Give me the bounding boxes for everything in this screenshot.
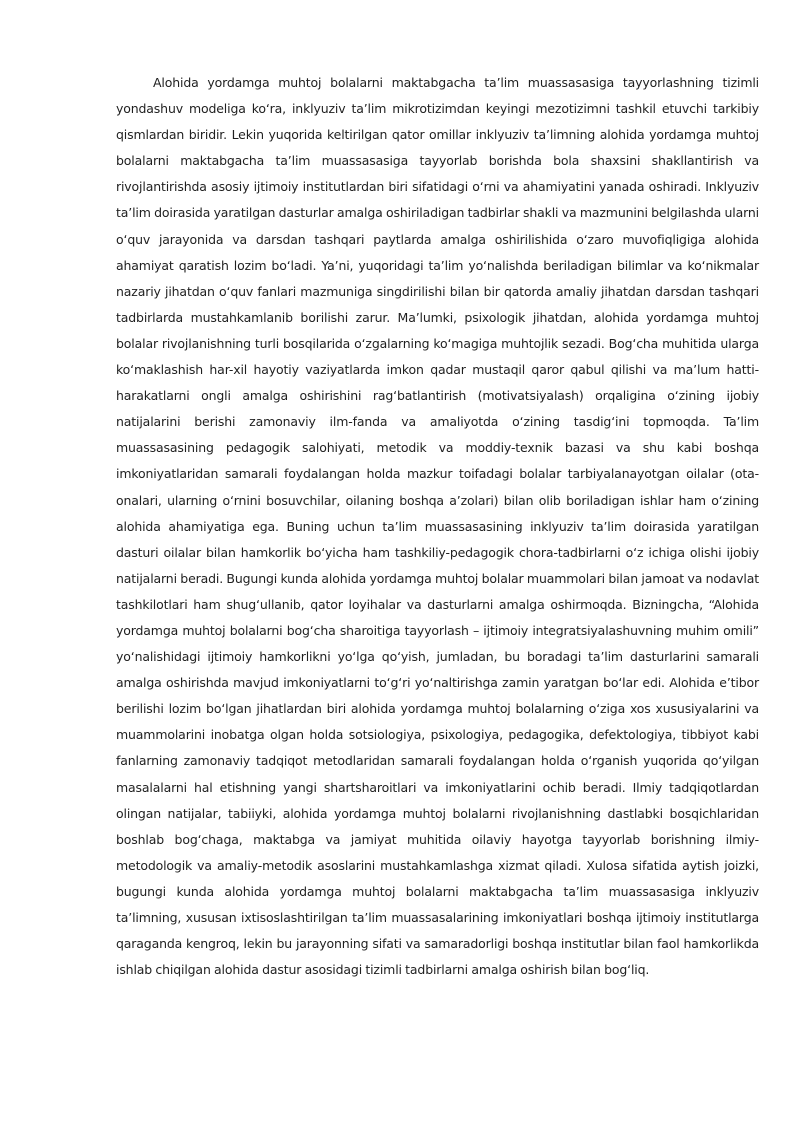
body-paragraph: Alohida yordamga muhtoj bolalarni maktabgacha ta’lim muassasasiga tayyorlashning tizimli yondashuv modeliga ko‘ra, inklyuziv ta’lim mikrotizimdan keyingi mezotizimni tashkil etuvchi tarkibiy qismlardan biridir. Lekin yuqorida keltirilgan qator omillar inklyuziv ta’limning alohida yordamga muhtoj bolalarni maktabgacha ta’lim muassasasiga tayyorlab borishda bola shaxsini shakllantirish va rivojlantirishda asosiy ijtimoiy institutlardan biri sifatidagi o‘rni va ahamiyatini yanada oshiradi. Inklyuziv ta’lim doirasida yaratilgan dasturlar amalga oshiriladigan tadbirlar shakli va mazmunini belgilashda ularni o‘quv jarayonida va darsdan tashqari paytlarda amalga oshirilishida o‘zaro muvofiqligiga alohida ahamiyat qaratish lozim bo‘ladi. Ya’ni, yuqoridagi ta’lim yo‘nalishda beriladigan bilimlar va ko‘nikmalar nazariy jihatdan o‘quv fanlari mazmuniga singdirilishi bilan bir qatorda amaliy jihatdan darsdan tashqari tadbirlarda mustahkamlanib borilishi zarur. Ma’lumki, psixologik jihatdan, alohida yordamga muhtoj bolalar rivojlanishning turli bosqilarida o‘zgalarning ko‘magiga muhtojlik sezadi. Bog‘cha muhitida ularga ko‘maklashish har-xil hayotiy vaziyatlarda imkon qadar mustaqil qaror qabul qilishi va ma’lum hatti-harakatlarni ongli amalga oshirishini rag‘batlantirish (motivatsiyalash) orqaligina o‘zining ijobiy natijalarini berishi zamonaviy ilm-fanda va amaliyotda o‘zining tasdig‘ini topmoqda. Ta’lim muassasasining pedagogik salohiyati, metodik va moddiy-texnik bazasi va shu kabi boshqa imkoniyatlaridan samarali foydalangan holda mazkur toifadagi bolalar tarbiyalanayotgan oilalar (ota-onalari, ularning o‘rnini bosuvchilar, oilaning boshqa a’zolari) bilan olib boriladigan ishlar ham o‘zining alohida ahamiyatiga ega. Buning uchun ta’lim muassasasining inklyuziv ta’lim doirasida yaratilgan dasturi oilalar bilan hamkorlik bo‘yicha ham tashkiliy-pedagogik chora-tadbirlarni o‘z ichiga olishi ijobiy natijalarni beradi. Bugungi kunda alohida yordamga muhtoj bolalar muammolari bilan jamoat va nodavlat tashkilotlari ham shug‘ullanib, qator loyihalar va dasturlarni amalga oshirmoqda. Bizningcha, “Alohida yordamga muhtoj bolalarni bog‘cha sharoitiga tayyorlash – ijtimoiy integratsiyalashuvning muhim omili” yo‘nalishidagi ijtimoiy hamkorlikni yo‘lga qo‘yish, jumladan, bu boradagi ta’lim dasturlarini samarali amalga oshirishda mavjud imkoniyatlarni to‘g‘ri yo‘naltirishga zamin yaratgan bo‘lar edi. Alohida e’tibor berilishi lozim bo‘lgan jihatlardan biri alohida yordamga muhtoj bolalarning o‘ziga xos xususiyalarini va muammolarini inobatga olgan holda sotsiologiya, psixologiya, pedagogika, defektologiya, tibbiyot kabi fanlarning zamonaviy tadqiqot metodlaridan samarali foydalangan holda o‘rganish yuqorida qo‘yilgan masalalarni hal etishning yangi shartsharoitlari va imkoniyatlarini ochib beradi. Ilmiy tadqiqotlardan olingan natijalar, tabiiyki, alohida yordamga muhtoj bolalarni rivojlanishning dastlabki bosqichlaridan boshlab bog‘chaga, maktabga va jamiyat muhitida oilaviy hayotga tayyorlab borishning ilmiy-metodologik va amaliy-metodik asoslarini mustahkamlashga xizmat qiladi. Xulosa sifatida aytish joizki, bugungi kunda alohida yordamga muhtoj bolalarni maktabgacha ta’lim muassasasiga inklyuziv ta’limning, xususan ixtisoslashtirilgan ta’lim muassasalarining imkoniyatlari boshqa ijtimoiy institutlarga qaraganda kengroq, lekin bu jarayonning sifati va samaradorligi boshqa institutlar bilan faol hamkorlikda ishlab chiqilgan alohida dastur asosidagi tizimli tadbirlarni amalga oshirish bilan bog‘liq. <box>116 75 759 978</box>
